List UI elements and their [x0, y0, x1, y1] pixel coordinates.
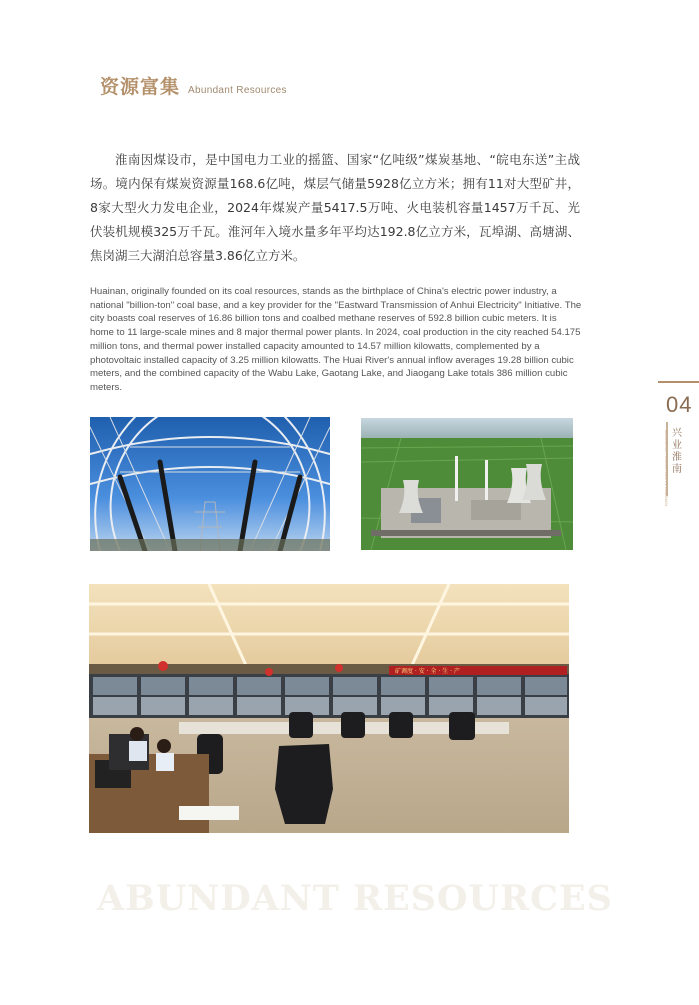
- section-title-en: Abundant Resources: [188, 85, 287, 96]
- body-paragraph-zh: 淮南因煤设市，是中国电力工业的摇篮、国家“亿吨级”煤炭基地、“皖电东送”主战场。境内保有煤炭资源量168.6亿吨，煤层气储量5928亿立方米；拥有11对大型矿井，8家大型火力发电企业，2024年煤炭产量5417.5万吨、火电装机容量1457万千瓦、光伏装机规模325万千瓦。淮河年入境水量多年平均达192.8亿立方米，瓦埠湖、高塘湖、焦岗湖三大湖泊总容量3.86亿立方米。: [90, 152, 580, 263]
- side-label-en-text: BUSINESS PROMOTION IN HUAINAN: [664, 430, 669, 507]
- section-title-zh: 资源富集: [100, 76, 181, 98]
- side-divider: [658, 381, 699, 383]
- control-room-photo: [89, 584, 569, 833]
- side-label-zh: 兴业淮南: [672, 428, 682, 475]
- page-number: 04: [666, 392, 693, 417]
- power-plant-photo: [361, 418, 573, 550]
- footer-watermark: ABUNDANT RESOURCES: [97, 878, 613, 919]
- control-room-banner: 矿调度 · 安 · 全 · 生 · 产: [395, 668, 460, 675]
- substation-photo: [90, 417, 330, 551]
- body-paragraph-en: Huainan, originally founded on its coal resources, stands as the birthplace of China's electric power industry, a national "billion-ton" coal base, and a key provider for the "Eastward Transmission of Anhui Electricity" Initiative. The city boasts coal reserves of 16.86 billion tons and coalbed methane reserves of 592.8 billion cubic meters. It is home to 11 large-scale mines and 8 major thermal power plants. In 2024, coal production in the city reached 54.175 million tons, and thermal power installed capacity amounted to 14.57 million kilowatts, complemented by a photovoltaic installed capacity of 3.25 million kilowatts. The Huai River's annual inflow averages 19.28 billion cubic meters, and the combined capacity of the Wabu Lake, Gaotang Lake, and Jiaogang Lake totals 386 million cubic meters.: [90, 286, 582, 393]
- side-label-en: [664, 430, 672, 530]
- section-heading: [100, 72, 287, 99]
